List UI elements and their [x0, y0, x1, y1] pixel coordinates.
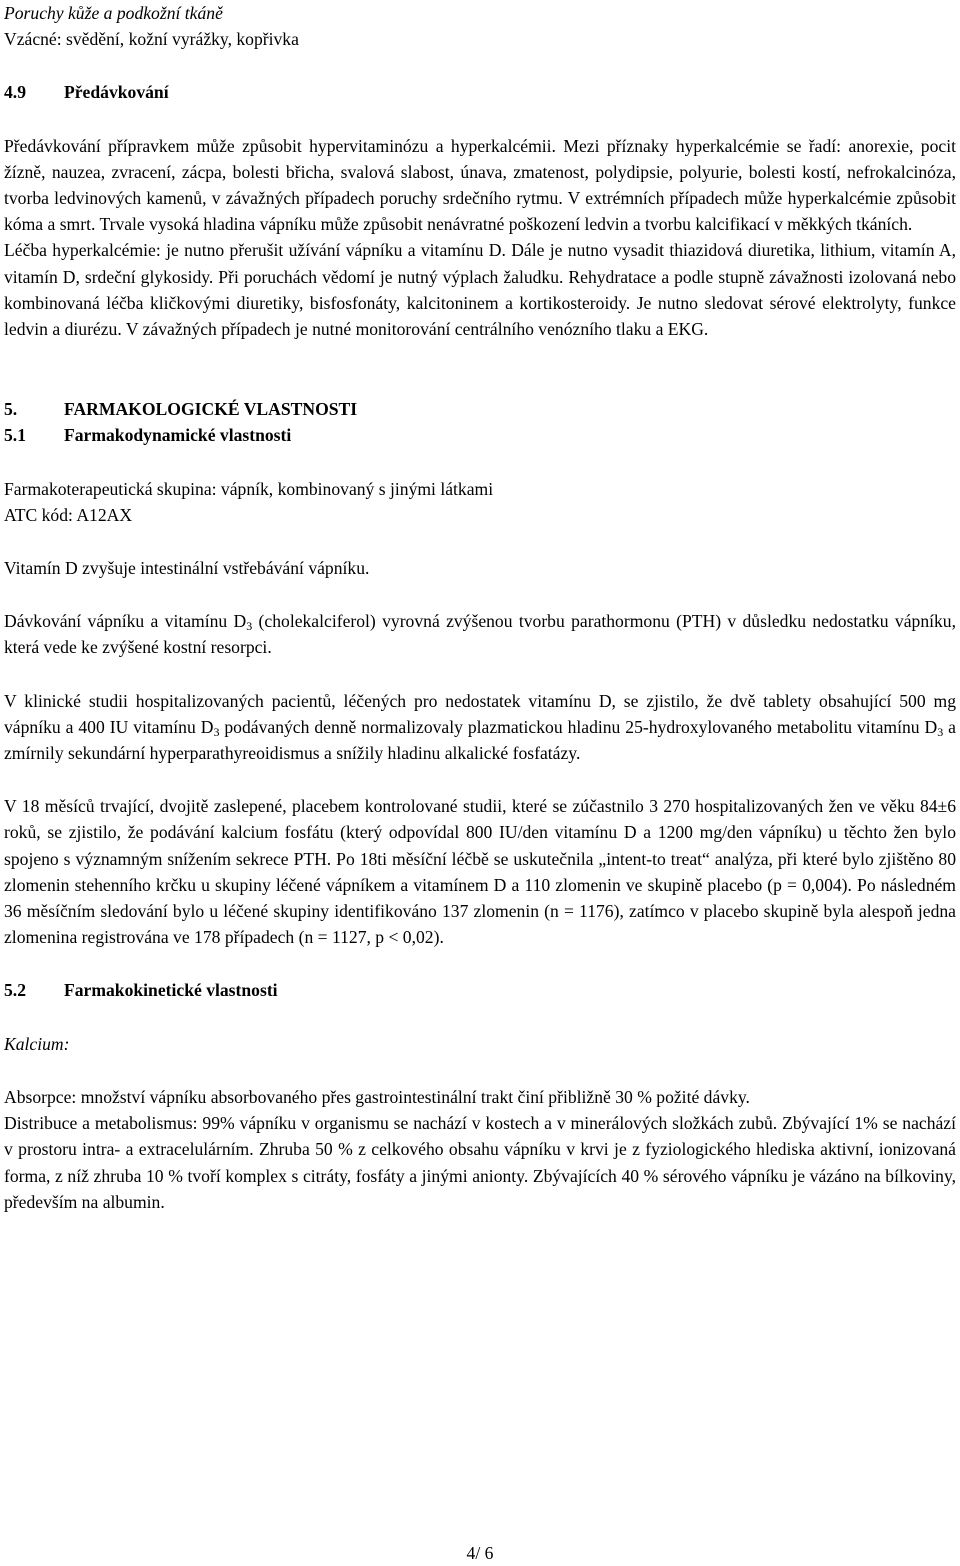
overdose-paragraph: Předávkování přípravkem může způsobit hypervitaminózu a hyperkalcémii. Mezi příznaky hyperkalcémie se řadí: anorexie, pocit žízně, nauzea, zvracení, zácpa, bolesti břicha, svalová slabost, únava, zmatenost, polydipsie, polyurie, bolesti kostí, nefrokalcinóza, tvorba ledvinových kamenů, v závažných případech poruchy srdečního rytmu. V extrémních případech může hyperkalcémie způsobit kóma a smrt. Trvale vysoká hladina vápníku může způsobit nenávratné poškození ledvin a tvorbu kalcifikací v měkkých tkáních.	[4, 135, 956, 235]
section-number: 4.9	[4, 82, 26, 103]
overdose-treatment-paragraph: Léčba hyperkalcémie: je nutno přerušit užívání vápníku a vitamínu D. Dále je nutno vysadit thiazidová diuretika, lithium, vitamín A, vitamín D, srdeční glykosidy. Při poruchách vědomí je nutný výplach žaludku. Rehydratace a podle stupně závažnosti izolovaná nebo kombinovaná léčba kličkovými diuretiky, bisfosfonáty, kalcitoninem a kortikosteroidy. Je nutno sledovat sérové elektrolyty, funkce ledvin a diurézu. V závažných případech je nutné monitorování centrálního venózního tlaku a EKG.	[4, 240, 956, 340]
vitamin-d-paragraph: Vitamín D zvyšuje intestinální vstřebávání vápníku.	[4, 558, 370, 579]
section-number: 5.2	[4, 980, 26, 1001]
page-total: 6	[484, 1543, 494, 1563]
document-page	[4, 0, 956, 1215]
section-heading-4-9	[4, 79, 956, 105]
page-current: 4	[466, 1543, 476, 1563]
calcium-subheading: Kalcium:	[4, 1033, 70, 1054]
dosing-paragraph	[4, 608, 956, 660]
section-title: Předávkování	[64, 82, 169, 103]
pharmacotherapeutic-group: Farmakoterapeutická skupina: vápník, kombinovaný s jinými látkami	[4, 478, 494, 499]
study1-text-c: a zmírnily sekundární hyperparathyreoidismus a snížily hladinu alkalické fosfatázy.	[4, 716, 956, 764]
header-line-adverse-effects: Vzácné: svědění, kožní vyrážky, kopřivka	[4, 29, 299, 50]
dosing-text-a: Dávkování vápníku a vitamínu D	[4, 611, 247, 632]
section-number: 5.	[4, 399, 18, 420]
section-title: Farmakodynamické vlastnosti	[64, 425, 292, 446]
section-number: 5.1	[4, 425, 26, 446]
page-number: 4/ 6	[466, 1543, 494, 1563]
study1-text-a: V klinické studii hospitalizovaných pacientů, léčených pro nedostatek vitamínu D, se zjistilo, že dvě tablety obsahující 500 mg vápníku a 400 IU vitamínu D	[4, 690, 956, 737]
distribution-paragraph: Distribuce a metabolismus: 99% vápníku v organismu se nachází v kostech a v minerálových složkách zubů. Zbývající 1% se nachází v prostoru intra- a extracelulárním. Zhruba 50 % z celkového obsahu vápníku v krvi je z fyziologického hlediska aktivní, ionizovaná forma, z níž zhruba 10 % tvoří komplex s citráty, fosfáty a jinými anionty. Zbývajících 40 % sérového vápníku je vázáno na bílkoviny, především na albumin.	[4, 1113, 956, 1212]
section-title: Farmakokinetické vlastnosti	[64, 980, 278, 1001]
section-title: FARMAKOLOGICKÉ VLASTNOSTI	[64, 399, 358, 420]
subscript: 3	[937, 724, 944, 739]
clinical-study-paragraph-2: V 18 měsíců trvající, dvojitě zaslepené, placebem kontrolované studii, které se zúčastnilo 3 270 hospitalizovaných žen ve věku 84±6 roků, se zjistilo, že podávání kalcium fosfátu (který odpovídal 800 IU/den vitamínu D a 1200 mg/den vápníku) u těchto žen bylo spojeno s významným snížením sekrece PTH. Po 18ti měsíční léčbě se uskutečnila „intent-to treat“ analýza, při které bylo zjištěno 80 zlomenin stehenního krčku u skupiny léčené vápníkem a vitamínem D a 110 zlomenin ve skupině placebo (p = 0,004). Po následném 36 měsíčním sledování bylo u léčené skupiny identifikováno 137 zlomenin (n = 1176), zatímco v placebo skupině byla alespoň jedna zlomenina registrována ve 178 případech (n = 1127, p < 0,02).	[4, 796, 956, 948]
absorption-paragraph: Absorpce: množství vápníku absorbovaného přes gastrointestinální trakt činí přibližně 30 % požité dávky.	[4, 1086, 750, 1107]
dosing-text-b: (cholekalciferol) vyrovná zvýšenou tvorbu parathormonu (PTH) v důsledku nedostatku vápníku, která vede ke zvýšené kostní resorpci.	[4, 611, 956, 658]
header-line-organ-class: Poruchy kůže a podkožní tkáně	[4, 3, 223, 23]
study1-text-b: podávaných denně normalizovaly plazmatickou hladinu 25-hydroxylovaného metabolitu vitamínu D	[219, 716, 938, 737]
atc-code: ATC kód: A12AX	[4, 504, 133, 525]
section-heading-5	[4, 396, 956, 422]
section-heading-5-1	[4, 422, 956, 448]
subscript: 3	[213, 724, 220, 739]
section-heading-5-2	[4, 977, 956, 1003]
clinical-study-paragraph-1	[4, 688, 956, 767]
subscript: 3	[246, 619, 253, 634]
